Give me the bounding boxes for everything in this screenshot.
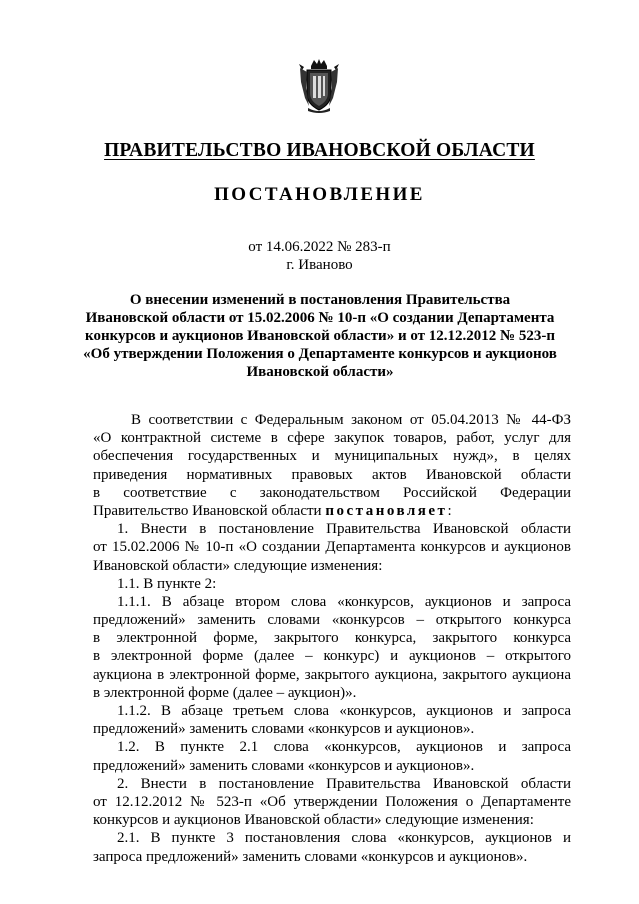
title-line: конкурсов и аукционов Ивановской области» и от 12.12.2012 № 523-п <box>85 328 555 344</box>
body-line: запроса предложений» заменить словами «конкурсов и аукционов». <box>93 848 528 865</box>
decree-word: постановляет <box>325 502 448 519</box>
body-line: 2. Внести в постановление Правительства Ивановской области <box>117 775 571 792</box>
city: г. Иваново <box>286 257 353 273</box>
document-title <box>80 291 560 381</box>
body-line: конкурсов и аукционов Ивановской области» следующие изменения: <box>93 812 534 829</box>
date-number: от 14.06.2022 № 283-п <box>248 239 391 255</box>
body-line: предложений» заменить словами «конкурсов – открытого конкурса <box>93 612 571 629</box>
body-line: приведения нормативных правовых актов Ивановской области <box>93 466 571 483</box>
body-line: аукциона в электронной форме, закрытого аукциона, закрытого аукциона <box>93 666 571 683</box>
body-line: 1. Внести в постановление Правительства Ивановской области <box>117 521 571 538</box>
title-line: «Об утверждении Положения о Департаменте конкурсов и аукционов <box>83 346 557 362</box>
body-line: в соответствие с законодательством Российской Федерации <box>93 484 571 501</box>
coat-of-arms-icon <box>298 58 340 114</box>
body-line: обеспечения государственных и муниципальных нужд», в целях <box>93 448 571 465</box>
body-line: 2.1. В пункте 3 постановления слова «конкурсов, аукционов и <box>117 830 571 847</box>
body-line: в электронной форме (далее – аукцион)». <box>93 684 357 701</box>
body-line-decree <box>93 502 571 520</box>
document-type: ПОСТАНОВЛЕНИЕ <box>214 184 425 205</box>
body-line: 1.1.1. В абзаце втором слова «конкурсов, аукционов и запроса <box>117 593 571 610</box>
body-line: «О контрактной системе в сфере закупок товаров, работ, услуг для <box>93 430 571 447</box>
body-line: Ивановской области» следующие изменения: <box>93 557 383 574</box>
decree-colon: : <box>447 502 452 519</box>
organization-name: ПРАВИТЕЛЬСТВО ИВАНОВСКОЙ ОБЛАСТИ <box>104 140 535 161</box>
body-line: 1.2. В пункте 2.1 слова «конкурсов, аукционов и запроса <box>117 739 571 756</box>
body-line: 1.1.2. В абзаце третьем слова «конкурсов, аукционов и запроса <box>117 703 571 719</box>
body-line-text: Правительство Ивановской области <box>93 502 322 519</box>
body-line: 1.1. В пункте 2: <box>117 575 217 592</box>
body-line: предложений» заменить словами «конкурсов и аукционов». <box>93 721 475 738</box>
body-line: в электронной форме, закрытого конкурса, закрытого конкурса <box>93 630 571 647</box>
title-line: Ивановской области от 15.02.2006 № 10-п «О создании Департамента <box>85 310 555 326</box>
document-body <box>93 411 571 866</box>
body-line: В соответствии с Федеральным законом от 05.04.2013 № 44-ФЗ <box>131 412 571 428</box>
body-line: от 12.12.2012 № 523-п «Об утверждении Положения о Департаменте <box>93 793 571 810</box>
body-line: предложений» заменить словами «конкурсов и аукционов». <box>93 757 475 774</box>
body-line: в электронной форме (далее – конкурс) и аукционов – открытого <box>93 648 571 665</box>
title-line: О внесении изменений в постановления Правительства <box>129 292 511 308</box>
document-meta <box>0 238 639 274</box>
title-line: Ивановской области» <box>246 364 394 380</box>
body-line: от 15.02.2006 № 10-п «О создании Департамента конкурсов и аукционов <box>93 539 571 556</box>
